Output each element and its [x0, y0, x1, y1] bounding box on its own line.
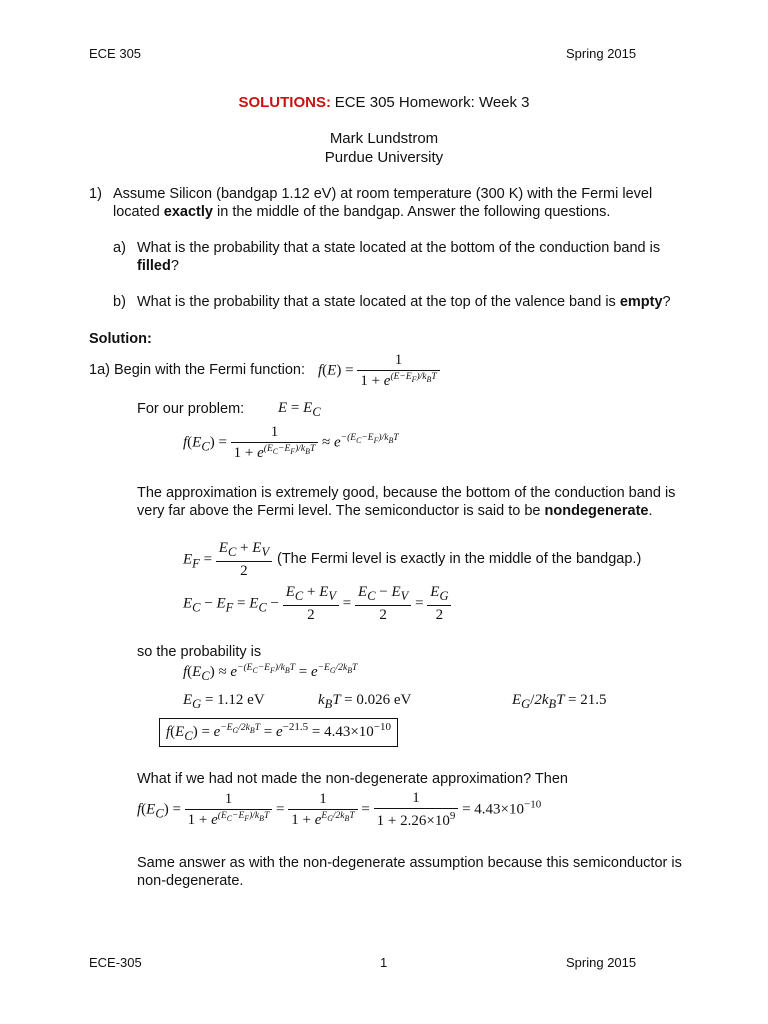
header-term: Spring 2015	[566, 46, 637, 61]
footer-page-number: 1	[380, 955, 388, 970]
exact-fermi-equation: $f(E_C)$ = $\frac{1}{1 + e^{(E_C-E_F)/k_BT}}$ = $\frac{1}{1 + e^{E_G/2k_BT}}$ = $\frac{1}{1 + 2.26\times 10^9}$ = $4.43\times 10^{-10}$	[137, 790, 542, 829]
part-b-label: b)	[113, 294, 126, 310]
ef-midgap-equation: $E_F$ = $\frac{E_C + E_V}{2}$	[183, 540, 272, 580]
footer-term: Spring 2015	[566, 955, 637, 970]
e-equals-ec: $E = E_C$	[278, 400, 321, 419]
for-our-problem: For our problem:	[137, 401, 245, 417]
solution-1a-label: 1a) Begin with the Fermi function:	[89, 362, 305, 378]
what-if-line: What if we had not made the non-degenerate approximation? Then	[137, 771, 568, 787]
so-the-probability: so the probability is	[137, 644, 262, 660]
part-a-line1: What is the probability that a state located at the bottom of the conduction band is	[137, 240, 661, 256]
part-b-text: What is the probability that a state located at the top of the valence band is empty?	[137, 294, 671, 310]
fermi-function-equation: f(E) = $\frac{1}{1 + e^{(E-E_F)/k_BT}}$	[318, 352, 440, 390]
boxed-result: $f(E_C) = e^{-E_G/2k_BT} = e^{-21.5} = 4.43\times 10^{-10}$	[159, 718, 398, 747]
kbt-value: $k_BT = 0.026$ eV	[318, 692, 412, 711]
eg-over-2kbt-value: $E_G/2k_BT = 21.5$	[512, 692, 607, 711]
footer-course: ECE-305	[89, 955, 142, 970]
midgap-note: (The Fermi level is exactly in the middle of the bandgap.)	[277, 551, 642, 567]
solutions-label: SOLUTIONS:	[238, 94, 331, 111]
ec-minus-ef-equation: $E_C - E_F = E_C$ − $\frac{E_C + E_V}{2}$ = $\frac{E_C - E_V}{2}$ = $\frac{E_G}{2}$	[183, 584, 451, 624]
solution-heading: Solution:	[89, 331, 152, 347]
header-course: ECE 305	[89, 46, 142, 61]
problem-text-line1: Assume Silicon (bandgap 1.12 eV) at room temperature (300 K) with the Fermi level	[113, 186, 653, 202]
same-answer-line2: non-degenerate.	[137, 873, 244, 889]
title-text: ECE 305 Homework: Week 3	[334, 94, 530, 111]
document-title	[0, 94, 768, 112]
approximation-line1: The approximation is extremely good, because the bottom of the conduction band is	[137, 485, 676, 501]
part-a-line2: filled?	[137, 258, 179, 274]
author-affiliation: Purdue University	[324, 149, 444, 166]
f-ec-equation: $f(E_C)$ = $\frac{1}{1 + e^{(E_C-E_F)/k_BT}}$ ≈ $e^{-(E_C-E_F)/k_BT}$	[183, 424, 399, 461]
probability-approx-equation: $f(E_C) \approx e^{-(E_C-E_F)/k_BT} = e^{-E_G/2k_BT}$	[183, 663, 358, 683]
same-answer-line1: Same answer as with the non-degenerate assumption because this semiconductor is	[137, 855, 682, 871]
author-name: Mark Lundstrom	[329, 130, 439, 147]
problem-number: 1)	[89, 186, 102, 202]
approximation-line2: very far above the Fermi level. The semiconductor is said to be nondegenerate.	[137, 503, 653, 519]
eg-value: $E_G = 1.12$ eV	[183, 692, 265, 711]
part-a-label: a)	[113, 240, 126, 256]
problem-text-line2: located exactly in the middle of the bandgap. Answer the following questions.	[113, 204, 611, 220]
